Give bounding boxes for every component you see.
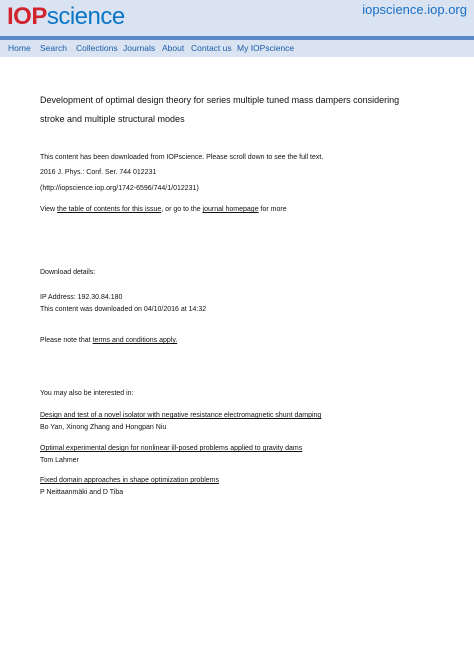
nav-about-link[interactable]: About xyxy=(162,43,185,53)
site-url-link[interactable]: iopscience.iop.org xyxy=(362,2,467,17)
logo-iop-text: IOP xyxy=(7,3,47,30)
related-article-link[interactable]: Optimal experimental design for nonlinear ill-posed problems applied to gravity dams xyxy=(40,445,303,452)
related-article-link[interactable]: Design and test of a novel isolator with negative resistance electromagnetic shunt damping xyxy=(40,412,322,419)
related-article-authors: Tom Lahmer xyxy=(40,457,79,464)
article-url: (http://iopscience.iop.org/1742-6596/744/1/012231) xyxy=(40,185,199,192)
site-header xyxy=(0,0,474,36)
terms-line xyxy=(40,336,177,346)
nav-search-link[interactable]: Search xyxy=(40,43,67,53)
article-title xyxy=(40,91,440,129)
nav-bar xyxy=(0,40,474,57)
logo-science-text: science xyxy=(46,3,125,30)
iopscience-logo[interactable] xyxy=(7,3,125,31)
nav-collections-link[interactable]: Collections xyxy=(76,43,118,53)
article-title-line-2: stroke and multiple structural modes xyxy=(40,114,185,124)
download-date: This content was downloaded on 04/10/2016 at 14:32 xyxy=(40,306,207,313)
view-line xyxy=(40,205,287,215)
ip-address: IP Address: 192.30.84.180 xyxy=(40,294,123,301)
view-suffix: for more xyxy=(258,206,287,213)
view-prefix: View xyxy=(40,206,57,213)
table-of-contents-link[interactable]: the table of contents for this issue xyxy=(57,206,162,213)
nav-my-iopscience-link[interactable]: My IOPscience xyxy=(237,43,295,53)
related-heading: You may also be interested in: xyxy=(40,390,134,397)
view-middle: , or go to the xyxy=(161,206,203,213)
article-title-line-1: Development of optimal design theory for series multiple tuned mass dampers considering xyxy=(40,95,400,105)
terms-and-conditions-link[interactable]: terms and conditions apply. xyxy=(92,337,178,344)
citation: 2016 J. Phys.: Conf. Ser. 744 012231 xyxy=(40,169,157,176)
terms-prefix: Please note that xyxy=(40,337,93,344)
nav-journals-link[interactable]: Journals xyxy=(123,43,156,53)
nav-contact-link[interactable]: Contact us xyxy=(191,43,232,53)
journal-homepage-link[interactable]: journal homepage xyxy=(202,206,259,213)
nav-home-link[interactable]: Home xyxy=(8,43,31,53)
download-notice: This content has been downloaded from IOPscience. Please scroll down to see the full text. xyxy=(40,154,324,161)
download-details-heading: Download details: xyxy=(40,269,96,276)
related-article-link[interactable]: Fixed domain approaches in shape optimization problems xyxy=(40,477,219,484)
related-article-authors: Bo Yan, Xinong Zhang and Hongpan Niu xyxy=(40,424,167,431)
related-article-authors: P Neittaanmäki and D Tiba xyxy=(40,489,124,496)
